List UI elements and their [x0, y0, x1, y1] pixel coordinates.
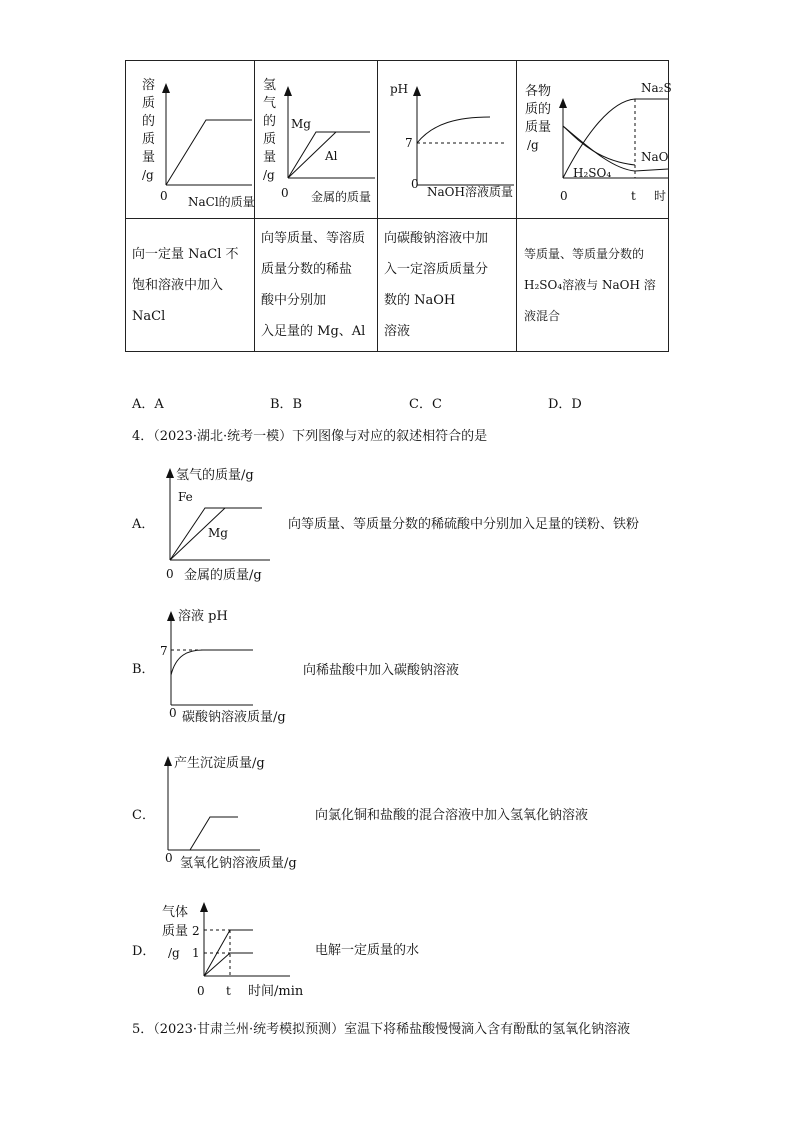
yaxis-label: 氢气的质量/g: [176, 468, 254, 483]
ytick-label: 1: [192, 946, 200, 960]
desc-line: 质量分数的稀盐: [261, 262, 353, 277]
desc-line: 入一定溶质质量分: [384, 262, 489, 277]
xtick-label: t: [631, 189, 636, 203]
desc-line: H₂SO₄溶液与 NaOH 溶: [524, 278, 656, 292]
answer-option-d[interactable]: D．D: [548, 397, 582, 412]
xaxis-label: 时: [654, 189, 667, 203]
desc-line: 液混合: [524, 309, 561, 323]
ylabel-char: 质: [142, 132, 156, 147]
ylabel-char: /g: [168, 946, 180, 960]
yaxis-label: pH: [390, 82, 409, 96]
graph-ph-naoh: [378, 61, 516, 218]
question-4-stem: 4．（2023·湖北·统考一模）下列图像与对应的叙述相符合的是: [132, 429, 488, 444]
series-label-naoh: NaO: [641, 150, 669, 164]
q4-option-a-desc: 向等质量、等质量分数的稀硫酸中分别加入足量的镁粉、铁粉: [288, 517, 640, 532]
series-label-h2so4: H₂SO₄: [573, 166, 612, 180]
ytick-label: 7: [405, 136, 413, 150]
q4-graph-a: [160, 460, 280, 588]
q4-option-c-desc: 向氯化铜和盐酸的混合溶液中加入氢氧化钠溶液: [315, 808, 589, 823]
origin-label: 0: [281, 186, 289, 200]
xaxis-label: 金属的质量/g: [184, 568, 262, 583]
answer-option-c[interactable]: C．C: [409, 397, 442, 412]
ylabel-char: 气: [263, 96, 277, 111]
xaxis-label: 碳酸钠溶液质量/g: [182, 710, 286, 725]
ylabel-char: /g: [527, 138, 539, 152]
xaxis-label: NaOH溶液质量: [427, 185, 513, 199]
q4-graph-c: [160, 750, 310, 872]
table-divider: [126, 218, 668, 219]
ylabel-char: 的: [263, 114, 277, 129]
q4-option-c-label[interactable]: C．: [132, 808, 155, 823]
desc-line: 饱和溶液中加入: [132, 278, 224, 293]
desc-line: 溶液: [384, 324, 411, 339]
ylabel-char: 各物: [525, 84, 552, 99]
desc-line: 等质量、等质量分数的: [524, 247, 645, 261]
origin-label: 0: [160, 189, 168, 203]
comparison-table: [125, 60, 672, 352]
q4-graph-b: [158, 605, 298, 725]
ylabel-char: 质: [142, 96, 156, 111]
ylabel-char: 溶: [142, 78, 156, 93]
q4-option-d-desc: 电解一定质量的水: [315, 943, 420, 958]
series-label-fe: Fe: [178, 490, 193, 504]
yaxis-label: 溶液 pH: [178, 609, 228, 624]
q4-graph-d: [160, 898, 310, 1002]
desc-line: 入足量的 Mg、Al: [261, 324, 366, 339]
xtick-label: t: [226, 984, 231, 998]
origin-label: 0: [411, 177, 419, 191]
desc-line: 向等质量、等溶质: [261, 231, 366, 246]
series-label-mg: Mg: [208, 526, 228, 540]
desc-line: 数的 NaOH: [384, 293, 456, 308]
series-label-al: Al: [325, 149, 338, 163]
graph-neutralization: [517, 61, 672, 218]
q4-option-a-label[interactable]: A．: [132, 517, 155, 532]
xaxis-label: 时间/min: [248, 984, 304, 999]
graph-nacl-solute: [126, 61, 254, 218]
ylabel-char: 氢: [263, 78, 277, 93]
ylabel-char: 质量: [162, 924, 189, 939]
yaxis-label: 产生沉淀质量/g: [174, 756, 265, 771]
origin-label: 0: [169, 706, 177, 720]
q4-option-b-desc: 向稀盐酸中加入碳酸钠溶液: [303, 663, 460, 678]
origin-label: 0: [197, 984, 205, 998]
table-description: [524, 239, 656, 332]
table-description: [384, 223, 488, 347]
q4-option-b-label[interactable]: B．: [132, 662, 155, 677]
desc-line: 酸中分别加: [261, 293, 327, 308]
ytick-label: 2: [192, 924, 200, 938]
table-description: [261, 223, 365, 347]
desc-line: 向碳酸钠溶液中加: [384, 231, 489, 246]
xaxis-label: 氢氧化钠溶液质量/g: [180, 856, 297, 871]
ylabel-char: 气体: [162, 905, 189, 920]
ylabel-char: 量: [142, 150, 156, 165]
desc-line: 向一定量 NaCl 不: [132, 247, 239, 262]
ytick-label: 7: [160, 644, 168, 658]
desc-line: NaCl: [132, 309, 166, 324]
origin-label: 0: [166, 567, 174, 581]
series-label-na2so4: Na₂S: [641, 81, 672, 95]
ylabel-char: 量: [263, 150, 277, 165]
ylabel-char: /g: [263, 168, 275, 182]
question-5-stem: 5．（2023·甘肃兰州·统考模拟预测）室温下将稀盐酸慢慢滴入含有酚酞的氢氧化钠溶液: [132, 1022, 631, 1037]
ylabel-char: /g: [142, 168, 154, 182]
q4-option-d-label[interactable]: D．: [132, 944, 156, 959]
ylabel-char: 质: [263, 132, 277, 147]
series-label-mg: Mg: [291, 117, 311, 131]
xaxis-label: NaCl的质量: [188, 195, 255, 209]
xaxis-label: 金属的质量: [311, 190, 372, 204]
answer-option-a[interactable]: A．A: [132, 397, 164, 412]
table-description: [132, 239, 239, 332]
origin-label: 0: [165, 851, 173, 865]
ylabel-char: 质的: [525, 102, 552, 117]
answer-option-b[interactable]: B．B: [270, 397, 303, 412]
ylabel-char: 的: [142, 114, 156, 129]
origin-label: 0: [560, 189, 568, 203]
graph-hydrogen-metal: [255, 61, 377, 218]
ylabel-char: 质量: [525, 120, 552, 135]
